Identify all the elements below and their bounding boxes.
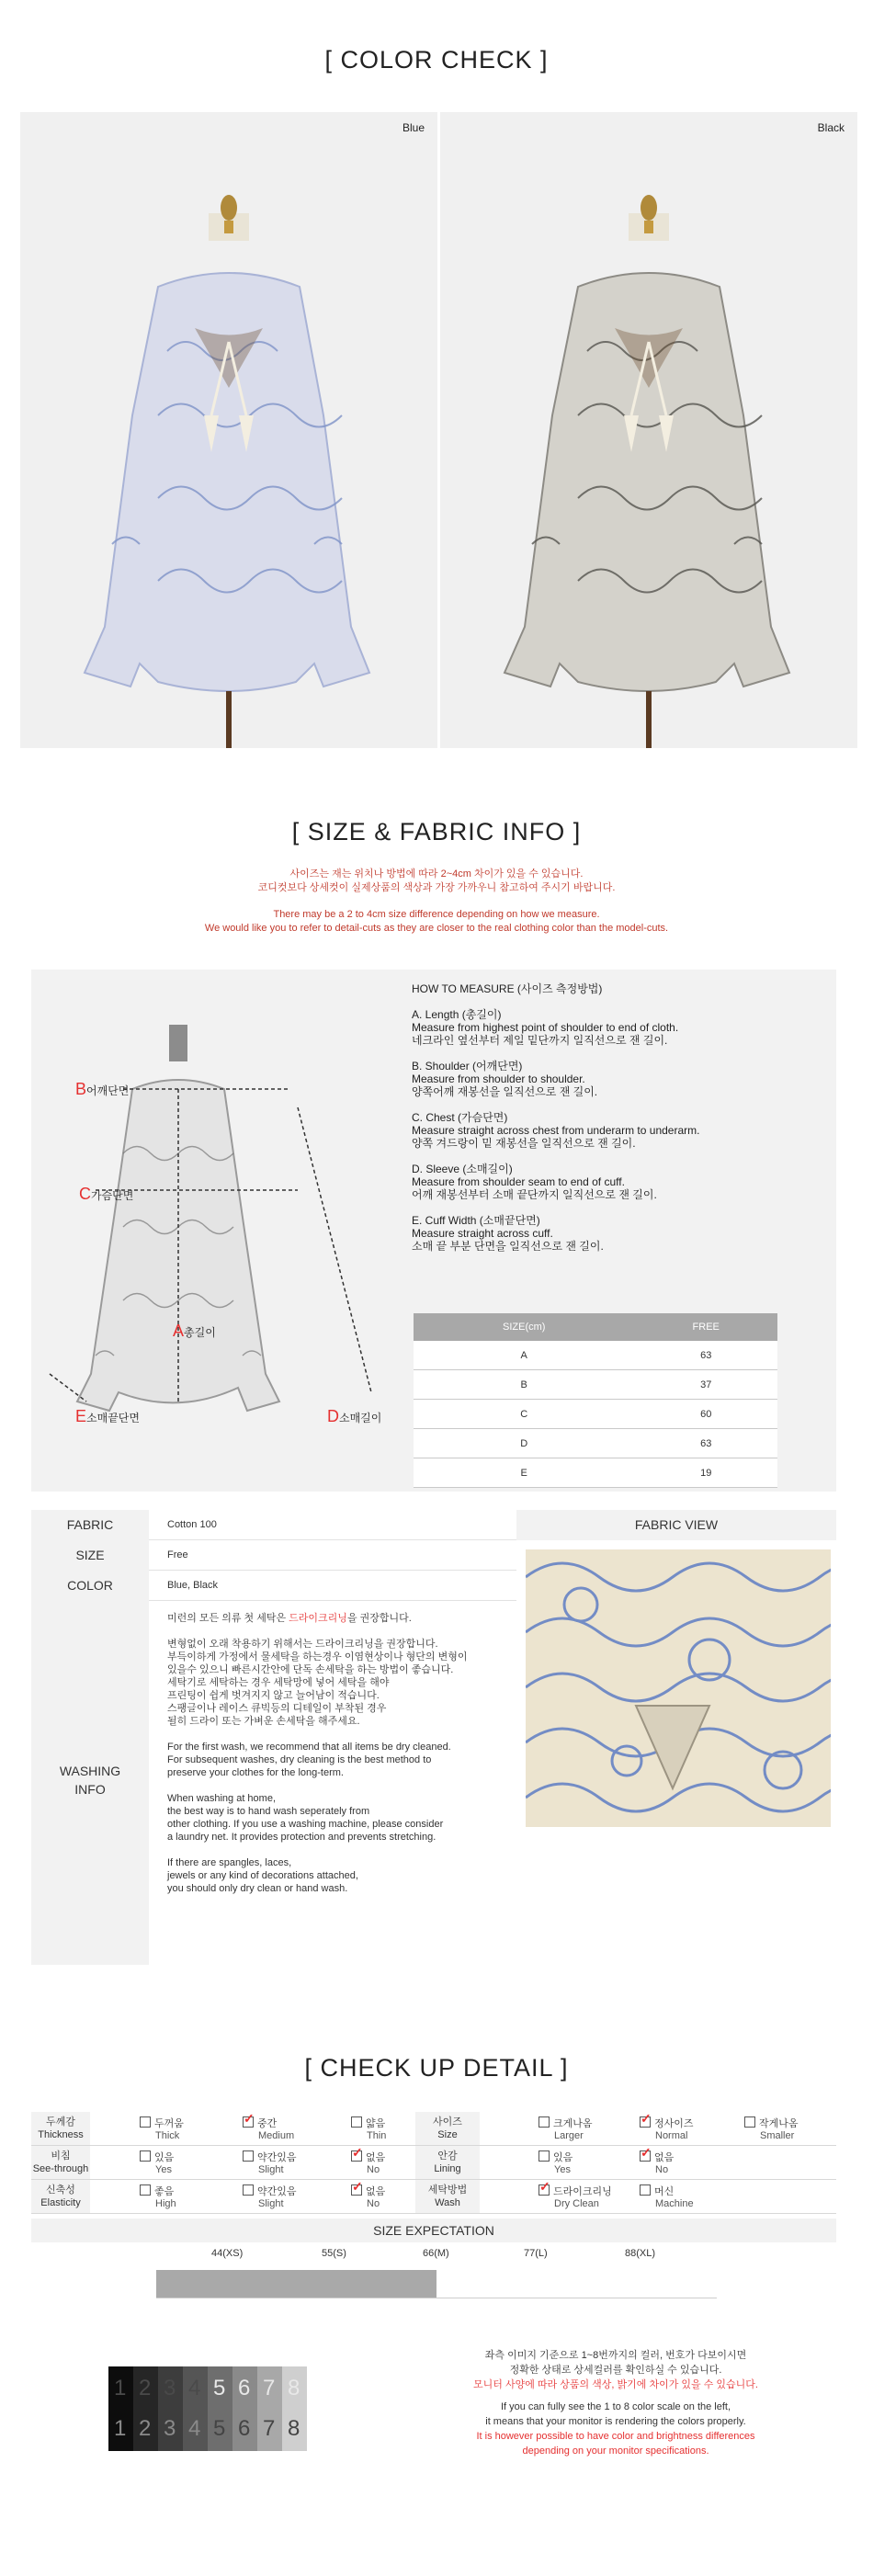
notice-en-1: There may be a 2 to 4cm size difference depending on how we measure. <box>273 909 600 920</box>
color-scale-number: 4 <box>188 2376 201 2400</box>
free-header: FREE <box>634 1313 777 1341</box>
color-scale-swatch <box>108 2409 133 2451</box>
color-scale-number: 6 <box>238 2376 251 2400</box>
color-scale-number: 4 <box>188 2416 201 2441</box>
color-scale-number: 7 <box>263 2416 276 2441</box>
table-row: C 60 <box>414 1400 777 1429</box>
size-label: SIZE <box>31 1540 149 1572</box>
label-a: A총길이 <box>173 1322 216 1340</box>
size-expectation-header: SIZE EXPECTATION <box>31 2219 836 2242</box>
checkbox-icon <box>140 2116 151 2128</box>
color-scale-swatch <box>208 2409 232 2451</box>
color-value: Blue, Black <box>149 1571 516 1601</box>
table-row: D 63 <box>414 1429 777 1458</box>
option-smaller[interactable]: 작게나옴 Smaller <box>744 2116 799 2142</box>
option-machine[interactable]: 머신 Machine <box>640 2184 694 2210</box>
color-scale-number: 3 <box>164 2376 176 2400</box>
color-label: COLOR <box>31 1571 149 1602</box>
monitor-en-2: it means that your monitor is rendering the colors properly. <box>485 2416 746 2427</box>
check-row <box>31 2146 836 2180</box>
color-scale-number: 6 <box>238 2416 251 2441</box>
option-dry-clean[interactable]: ✓드라이크리닝 Dry Clean <box>539 2184 612 2210</box>
option-no[interactable]: ✓없음 No <box>351 2150 385 2176</box>
option-thick[interactable]: 두꺼움 Thick <box>140 2116 184 2142</box>
size-label: 사이즈 Size <box>415 2112 480 2145</box>
checkbox-icon <box>243 2184 254 2196</box>
checkbox-checked-icon <box>640 2116 651 2128</box>
monitor-en-3: It is however possible to have color and brightness differences <box>476 2431 755 2442</box>
blouse-illustration-blue <box>20 112 437 748</box>
color-scale-number: 2 <box>139 2376 152 2400</box>
color-scale-number: 3 <box>164 2416 176 2441</box>
blouse-illustration-black <box>440 112 857 748</box>
fabric-value: Cotton 100 <box>149 1510 516 1540</box>
checkbox-checked-icon <box>351 2184 362 2196</box>
checkbox-icon <box>539 2116 550 2128</box>
size-value: Free <box>149 1540 516 1571</box>
checkbox-checked-icon <box>640 2150 651 2162</box>
monitor-ko-3: 모니터 사양에 따라 상품의 색상, 밝기에 차이가 있을 수 있습니다. <box>473 2379 758 2390</box>
wash-en-home: When washing at home, the best way is to hand wash seperately from other clothing. If you use a washing machine, please consider a laundry net. It provides protection and prevents stretching. <box>167 1793 444 1843</box>
measure-c: C. Chest (가슴단면) Measure straight across chest from underarm to underarm. 양쪽 겨드랑이 밑 재봉선을 일직선으로 잰 길이. <box>412 1111 700 1150</box>
size-table <box>414 1313 777 1488</box>
measure-e: E. Cuff Width (소매끝단면) Measure straight across cuff. 소매 끝 부분 단면을 일직선으로 잰 길이. <box>412 1214 604 1253</box>
wash-en-first: For the first wash, we recommend that all items be dry cleaned. For subsequent washes, dry cleaning is the best method to preserve your clothes for the long-term. <box>167 1742 451 1778</box>
how-title: HOW TO MEASURE (사이즈 측정방법) <box>412 982 603 995</box>
measure-d: D. Sleeve (소매길이) Measure from shoulder seam to end of cuff. 어깨 재봉선부터 소매 끝단까지 일직선으로 잰 길이. <box>412 1163 657 1201</box>
size-tick: 66(M) <box>423 2248 449 2259</box>
lining-label: 안감 Lining <box>415 2146 480 2179</box>
color-scale-number: 7 <box>263 2376 276 2400</box>
option-lining-no[interactable]: ✓없음 No <box>640 2150 674 2176</box>
product-photo-black <box>440 112 857 748</box>
option-no[interactable]: ✓없음 No <box>351 2184 385 2210</box>
option-slight[interactable]: 약간있음 Slight <box>243 2150 297 2176</box>
fabric-label: FABRIC <box>31 1510 149 1541</box>
monitor-color-scale <box>108 2366 362 2458</box>
checkbox-checked-icon <box>243 2116 254 2128</box>
monitor-ko-1: 좌측 이미지 기준으로 1~8번까지의 컬러, 번호가 다보이시면 <box>484 2350 747 2361</box>
option-yes[interactable]: 있음 Yes <box>140 2150 174 2176</box>
notice-ko-1: 사이즈는 재는 위치나 방법에 따라 2~4cm 차이가 있을 수 있습니다. <box>289 868 584 879</box>
color-scale-number: 8 <box>288 2416 300 2441</box>
option-high[interactable]: 좋음 High <box>140 2184 176 2210</box>
wash-ko-detail: 변형없이 오래 착용하기 위해서는 드라이크리닝을 권장합니다. 부득이하게 가정에서 물세탁을 하는경우 이염현상이나 형단의 변형이 있을수 있으니 빠른시간안에 단독 손세탁을 하는 방법이 좋습니다. 세탁기로 세탁하는 경우 세탁망에 넣어 세탁을 해야 프린팅이 쉽게 벗겨지지 않고 늘어남이 적습니다. 스팽글이나 레이스 큐빅등의 디테일이 부착된 경우 될히 드라이 또는 가벼운 손세탁을 해주세요. <box>167 1639 468 1727</box>
thickness-label: 두께감 Thickness <box>31 2112 90 2145</box>
color-scale-swatch <box>108 2366 133 2409</box>
size-scale <box>156 2248 717 2266</box>
check-up-title: [ CHECK UP DETAIL ] <box>304 2054 569 2082</box>
washing-label: WASHING INFO <box>31 1601 149 1966</box>
table-row: B 37 <box>414 1370 777 1400</box>
option-medium[interactable]: ✓중간 Medium <box>243 2116 294 2142</box>
size-tick: 55(S) <box>322 2248 346 2259</box>
color-scale-swatch <box>158 2409 183 2451</box>
checkbox-icon <box>140 2184 151 2196</box>
color-scale-swatch <box>257 2409 282 2451</box>
option-slight[interactable]: 약간있음 Slight <box>243 2184 297 2210</box>
measure-panel <box>31 970 836 1492</box>
color-scale-number: 1 <box>114 2376 127 2400</box>
color-scale-swatch <box>232 2409 257 2451</box>
color-scale-swatch <box>232 2366 257 2409</box>
label-d: D소매길이 <box>327 1407 382 1425</box>
color-scale-swatch <box>158 2366 183 2409</box>
color-scale-swatch <box>133 2409 158 2451</box>
fabric-view-label: FABRIC VIEW <box>516 1510 836 1540</box>
color-scale-number: 8 <box>288 2376 300 2400</box>
size-expectation-bar <box>156 2270 717 2298</box>
measure-a: A. Length (총길이) Measure from highest point of shoulder to end of cloth. 네크라인 옆선부터 제일 밑단까지 일직선으로 잰 길이. <box>412 1008 679 1047</box>
size-tick: 88(XL) <box>625 2248 656 2259</box>
label-b: B어깨단면 <box>75 1080 130 1098</box>
checkbox-icon <box>140 2150 151 2162</box>
checkbox-icon <box>243 2150 254 2162</box>
wash-en-decor: If there are spangles, laces, jewels or any kind of decorations attached, you should only dry clean or hand wash. <box>167 1857 358 1894</box>
color-scale-swatch <box>282 2366 307 2409</box>
monitor-ko-2: 정확한 상태로 상세컬러를 확인하실 수 있습니다. <box>509 2365 722 2376</box>
elasticity-label: 신축성 Elasticity <box>31 2180 90 2213</box>
color-scale-number: 5 <box>213 2376 226 2400</box>
size-fabric-title: [ SIZE & FABRIC INFO ] <box>291 818 582 845</box>
option-lining-yes[interactable]: 있음 Yes <box>539 2150 573 2176</box>
option-normal[interactable]: ✓정사이즈 Normal <box>640 2116 694 2142</box>
product-photo-blue <box>20 112 437 748</box>
notice-ko-2: 코디컷보다 상세컷이 실제상품의 색상과 가장 가까우니 참고하여 주시기 바랍니다. <box>257 882 616 893</box>
checkbox-icon <box>351 2116 362 2128</box>
checkbox-icon <box>744 2116 755 2128</box>
color-scale-number: 5 <box>213 2416 226 2441</box>
photo-color-label: Blue <box>402 121 425 134</box>
color-scale-swatch <box>183 2366 208 2409</box>
size-tick: 77(L) <box>524 2248 548 2259</box>
check-row <box>31 2112 836 2146</box>
washing-info <box>149 1601 516 1965</box>
monitor-en-4: depending on your monitor specifications. <box>522 2445 709 2457</box>
size-header: SIZE(cm) <box>414 1313 634 1341</box>
seethrough-label: 비침 See-through <box>31 2146 90 2179</box>
photo-color-label: Black <box>817 121 845 134</box>
size-tick: 44(XS) <box>211 2248 244 2259</box>
measure-b: B. Shoulder (어깨단면) Measure from shoulder to shoulder. 양쪽어깨 재봉선을 일직선으로 잰 길이. <box>412 1060 598 1098</box>
checkbox-checked-icon <box>351 2150 362 2162</box>
table-row: A 63 <box>414 1341 777 1370</box>
notice-en-2: We would like you to refer to detail-cuts as they are closer to the real clothing color than the model-cuts. <box>204 923 669 934</box>
wash-label: 세탁방법 Wash <box>415 2180 480 2213</box>
color-scale-swatch <box>257 2366 282 2409</box>
fabric-info-table <box>31 1510 836 1965</box>
checkbox-icon <box>539 2150 550 2162</box>
option-larger[interactable]: 크게나옴 Larger <box>539 2116 593 2142</box>
checkbox-checked-icon <box>539 2184 550 2196</box>
color-scale-number: 1 <box>114 2416 127 2441</box>
fabric-swatch-image <box>526 1549 831 1827</box>
color-scale-swatch <box>183 2409 208 2451</box>
how-to-measure <box>412 982 816 1265</box>
wash-ko-first: 미런의 모든 의류 첫 세탁은 드라이크리닝을 권장합니다. <box>167 1613 412 1624</box>
color-scale-swatch <box>208 2366 232 2409</box>
option-thin[interactable]: 얇음 Thin <box>351 2116 386 2142</box>
color-scale-number: 2 <box>139 2416 152 2441</box>
table-row: E 19 <box>414 1458 777 1488</box>
color-scale-swatch <box>133 2366 158 2409</box>
color-scale-swatch <box>282 2409 307 2451</box>
monitor-en-1: If you can fully see the 1 to 8 color scale on the left, <box>500 2401 731 2412</box>
check-row <box>31 2180 836 2214</box>
checkbox-icon <box>640 2184 651 2196</box>
size-expectation-fill <box>156 2270 436 2298</box>
label-c: C가슴단면 <box>79 1185 134 1203</box>
color-check-title: [ COLOR CHECK ] <box>324 46 549 74</box>
label-e: E소매끝단면 <box>75 1407 140 1425</box>
